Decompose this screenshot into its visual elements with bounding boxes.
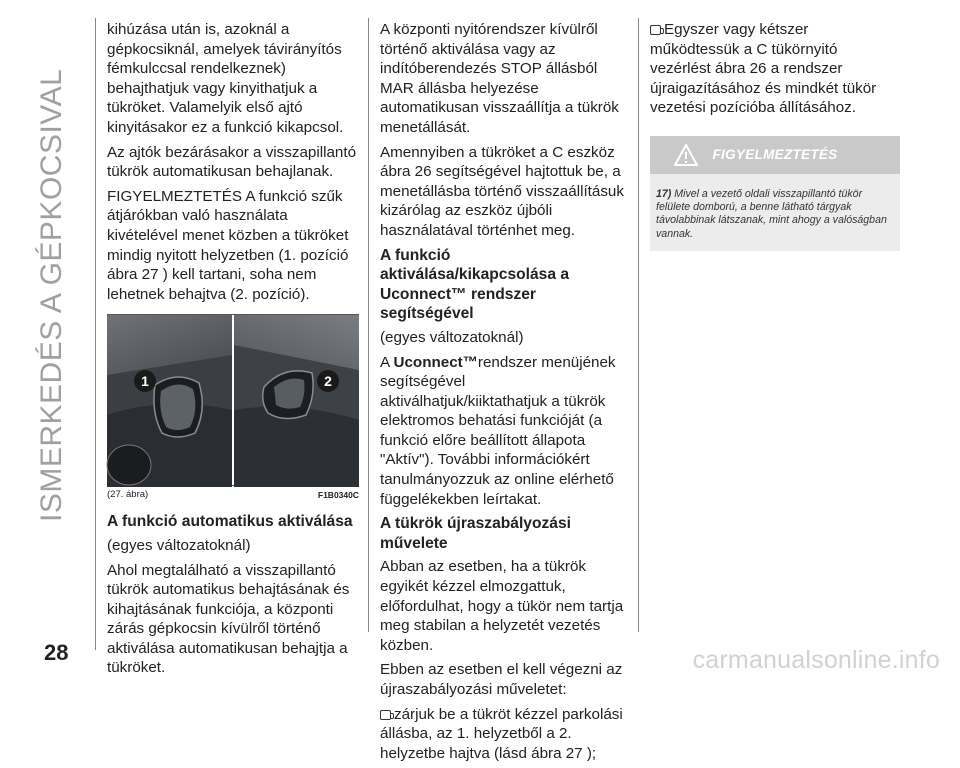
warning-title: FIGYELMEZTETÉS xyxy=(712,147,838,163)
warning-box xyxy=(650,136,900,251)
column-divider-2 xyxy=(638,18,639,632)
paragraph: (egyes változatoknál) xyxy=(380,328,524,346)
paragraph: kihúzása után is, azoknál a gépkocsiknál, amelyek távirányítós fémkulccsal rendelkeznek) behajthatjuk vagy kinyithatjuk a tükröket. Valamelyik első ajtó kinyitásakor ez a funkció kikapcsol. xyxy=(107,21,344,136)
figure-number: (27. ábra) xyxy=(107,489,149,501)
text-run: rendszer menüjének segítségével aktiválhatjuk/kiiktathatjuk a tükrök elektromos behatási funkcióját (a funkció előre beállított állapota "Aktív"). További információkért tanulmányozzuk az online elérhető függelékekben leírtakat. xyxy=(380,353,616,508)
page-number: 28 xyxy=(44,640,69,665)
paragraph: A központi nyitórendszer kívülről történő aktiválása vagy az indítóberendezés STOP állásból MAR állásba helyezése automatikusan visszaállítja a tükrök menetállását. xyxy=(380,21,619,136)
figure-27-mirror-photo xyxy=(107,314,359,486)
list-item-text: Egyszer vagy kétszer működtessük a C tükörnyitó vezérlést ábra 26 a rendszer újraigazításához és mindkét tükör vezetési pozícióba állításához. xyxy=(650,21,877,117)
column-2 xyxy=(380,20,630,768)
column-1 xyxy=(107,20,359,683)
chapter-title: ISMERKEDÉS A GÉPKOCSIVAL xyxy=(35,68,68,522)
paragraph: Amennyiben a tükröket a C eszköz ábra 26 segítségével hajtottuk be, a menetállásba történő visszaállításuk kizárólag az eszköz újbóli használatával történhet meg. xyxy=(380,143,624,239)
paragraph: (egyes változatoknál) xyxy=(107,536,251,554)
figure-caption xyxy=(107,488,359,502)
bullet-icon xyxy=(650,25,661,35)
paragraph: Ahol megtalálható a visszapillantó tükrök automatikus behajtásának és kihajtásának funkciója, a központi zárás gépkocsin kívülről történő aktiválása automatikusan behajtja a tükröket. xyxy=(107,561,350,677)
warning-text: Mivel a vezető oldali visszapillantó tükör felülete domború, a benne látható tárgyak távolabbinak látszanak, mint ahogy a valóságban vannak. xyxy=(656,187,887,240)
text-run: A xyxy=(380,353,394,371)
chapter-divider xyxy=(95,18,96,650)
paragraph: Abban az esetben, ha a tükrök egyikét kézzel elmozgattuk, előfordulhat, hogy a tükör nem tartja meg stabilan a helyzetét vezetés közben. xyxy=(380,558,624,654)
mirror-folded-illustration xyxy=(234,315,359,487)
list-item xyxy=(650,20,900,118)
paragraph: FIGYELMEZTETÉS A funkció szűk átjárókban való használata kivételével menet közben a tükröket mindig nyitott helyzetben (1. pozíció ábra 27 ) kell tartani, soha nem lehetnek behajtva (2. pozíció). xyxy=(107,187,349,303)
paragraph: Ebben az esetben el kell végezni az újraszabályozási műveletet: xyxy=(380,661,623,698)
column-divider-1 xyxy=(368,18,369,632)
warning-triangle-icon xyxy=(674,144,698,166)
bullet-icon xyxy=(380,710,391,720)
column-3 xyxy=(650,20,900,251)
warning-body xyxy=(650,174,900,251)
section-heading: A tükrök újraszabályozási művelete xyxy=(380,515,571,552)
position-label-2: 2 xyxy=(324,373,332,390)
paragraph: Az ajtók bezárásakor a visszapillantó tükrök automatikusan behajlanak. xyxy=(107,143,357,181)
warning-header xyxy=(650,136,900,174)
figure-code: F1B0340C xyxy=(317,490,359,501)
paragraph xyxy=(380,353,630,510)
mirror-open-photo xyxy=(107,315,232,485)
watermark: carmanualsonline.info xyxy=(692,646,940,674)
section-heading: A funkció automatikus aktiválása xyxy=(107,513,353,531)
warning-number: 17) xyxy=(656,187,672,200)
list-item xyxy=(380,705,630,764)
list-item-text: zárjuk be a tükröt kézzel parkolási állásba, az 1. helyzetből a 2. helyzetbe hajtva (lásd ábra 27 ); xyxy=(380,705,623,762)
mirror-open-illustration xyxy=(107,315,232,487)
position-label-1: 1 xyxy=(141,373,149,390)
section-heading: A funkció aktiválása/kikapcsolása a Uconnect™ rendszer segítségével xyxy=(380,246,569,323)
mirror-folded-photo xyxy=(234,315,359,485)
brand-name: Uconnect™ xyxy=(393,353,478,371)
